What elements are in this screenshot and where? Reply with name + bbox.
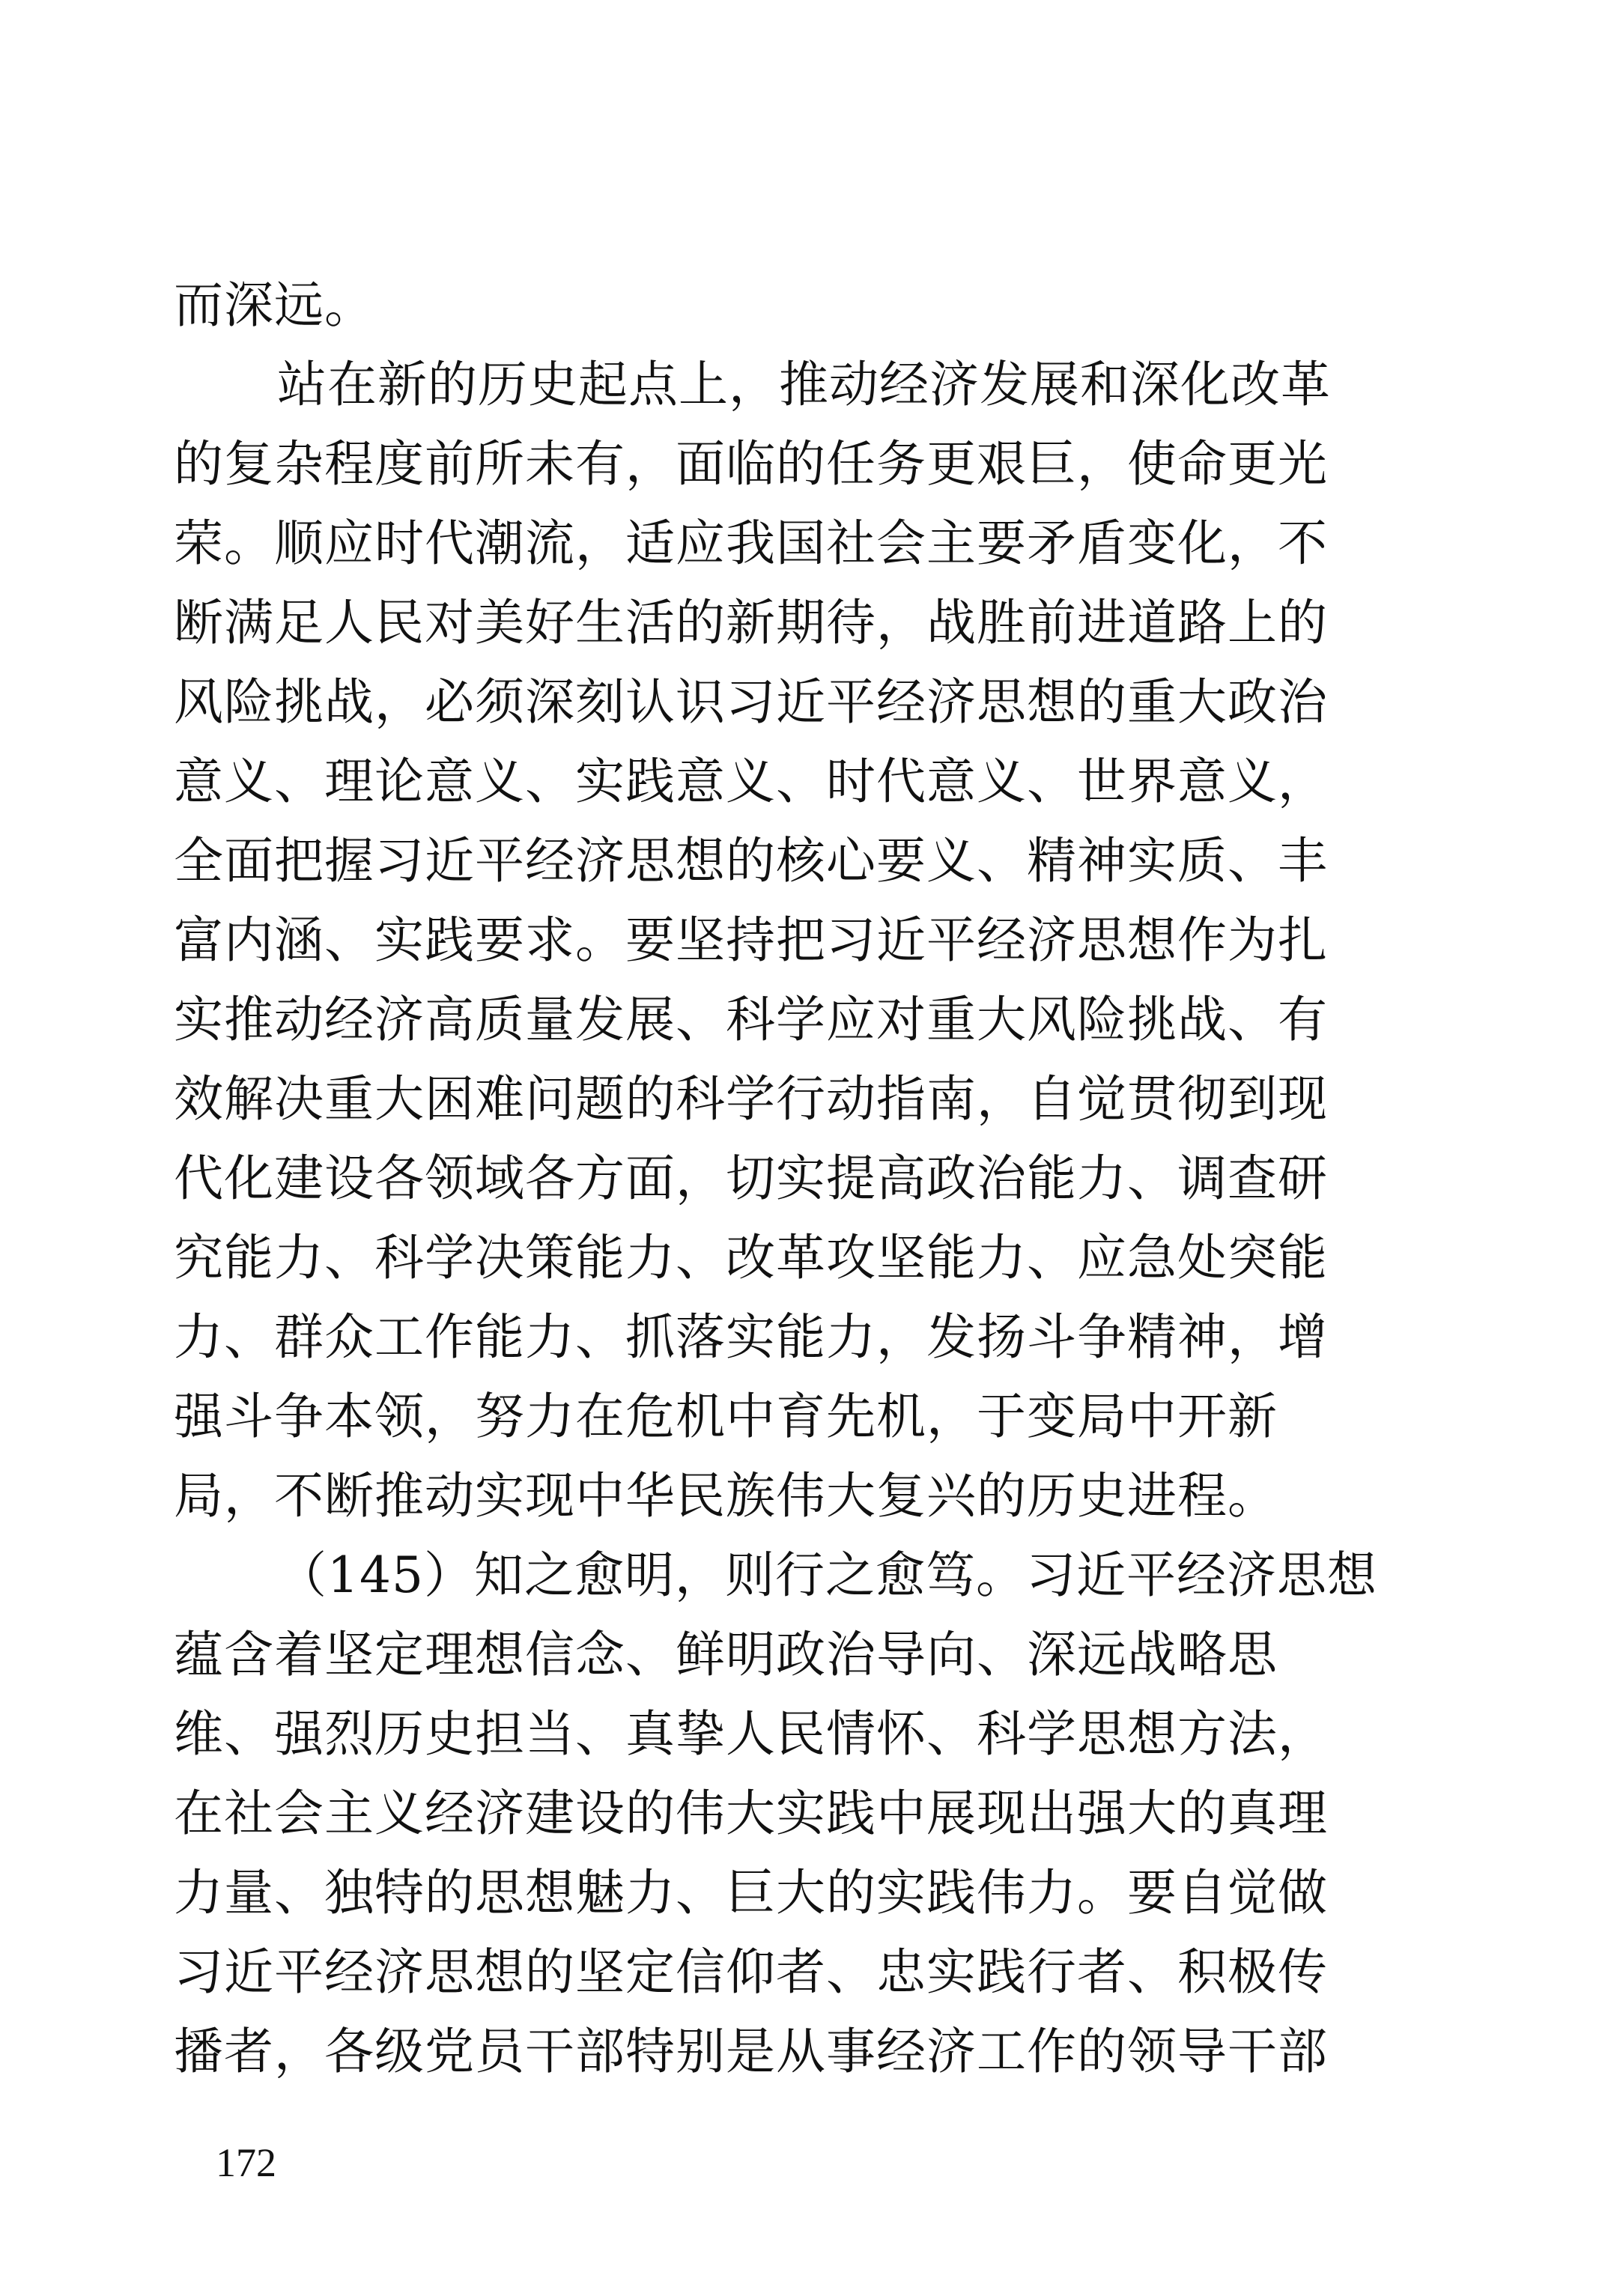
body-text (174, 266, 1377, 2092)
text-line: 习近平经济思想的坚定信仰者、忠实践行者、积极传 (174, 1943, 1328, 2001)
text-line: 在社会主义经济建设的伟大实践中展现出强大的真理 (174, 1785, 1328, 1842)
text-line: 播者，各级党员干部特别是从事经济工作的领导干部 (174, 2023, 1328, 2080)
text-line: 强斗争本领，努力在危机中育先机，于变局中开新 (174, 1388, 1278, 1445)
text-line: 的复杂程度前所未有，面临的任务更艰巨，使命更光 (174, 435, 1328, 493)
text-line: 荣。顺应时代潮流，适应我国社会主要矛盾变化，不 (174, 514, 1328, 572)
text-line: 维、强烈历史担当、真挚人民情怀、科学思想方法， (174, 1705, 1328, 1763)
paragraph-first-line: 站在新的历史起点上，推动经济发展和深化改革 (277, 356, 1331, 413)
text-line: 断满足人民对美好生活的新期待，战胜前进道路上的 (174, 594, 1328, 652)
text-line: 全面把握习近平经济思想的核心要义、精神实质、丰 (174, 832, 1328, 890)
paragraph-first-line: （145）知之愈明，则行之愈笃。习近平经济思想 (277, 1546, 1377, 1604)
page-number: 172 (216, 2140, 276, 2185)
text-line: 实推动经济高质量发展、科学应对重大风险挑战、有 (174, 991, 1328, 1048)
text-line: 效解决重大困难问题的科学行动指南，自觉贯彻到现 (174, 1070, 1328, 1128)
text-line: 力、群众工作能力、抓落实能力，发扬斗争精神，增 (174, 1308, 1328, 1366)
text-line: 而深远。 (174, 276, 374, 334)
text-line: 意义、理论意义、实践意义、时代意义、世界意义， (174, 753, 1328, 810)
text-line: 风险挑战，必须深刻认识习近平经济思想的重大政治 (174, 673, 1328, 731)
text-line: 富内涵、实践要求。要坚持把习近平经济思想作为扎 (174, 911, 1328, 969)
text-line: 代化建设各领域各方面，切实提高政治能力、调查研 (174, 1149, 1328, 1207)
text-line: 力量、独特的思想魅力、巨大的实践伟力。要自觉做 (174, 1864, 1328, 1922)
text-line: 究能力、科学决策能力、改革攻坚能力、应急处突能 (174, 1229, 1328, 1287)
text-line: 蕴含着坚定理想信念、鲜明政治导向、深远战略思 (174, 1626, 1278, 1683)
text-line: 局，不断推动实现中华民族伟大复兴的历史进程。 (174, 1467, 1278, 1525)
